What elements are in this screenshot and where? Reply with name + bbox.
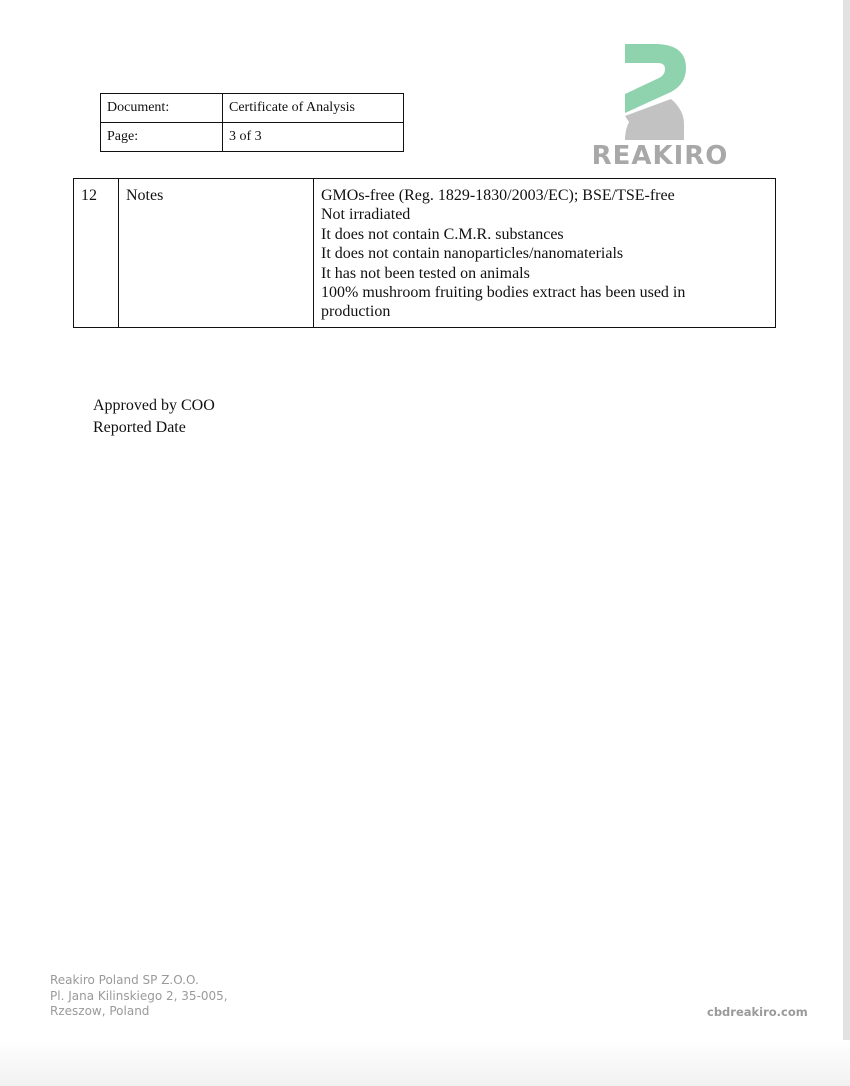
company-name: Reakiro Poland SP Z.O.O. [50, 973, 199, 987]
document-row [101, 94, 404, 123]
reported-date-text: Reported Date [93, 419, 186, 436]
document-value: Certificate of Analysis [223, 94, 404, 123]
notes-line: Not irradiated [321, 206, 411, 224]
notes-line: It does not contain nanoparticles/nanomaterials [321, 245, 624, 263]
document-info-table [100, 93, 404, 152]
row-label: Notes [119, 179, 314, 328]
page-value: 3 of 3 [223, 123, 404, 152]
notes-content [314, 179, 776, 328]
table-row [74, 179, 776, 328]
notes-table [73, 178, 776, 328]
row-number: 12 [74, 179, 119, 328]
notes-line: 100% mushroom fruiting bodies extract has been used in [321, 284, 686, 302]
address-line: Pl. Jana Kilinskiego 2, 35-005, [50, 988, 228, 1003]
document-label: Document: [101, 94, 223, 123]
notes-line: It does not contain C.M.R. substances [321, 225, 564, 243]
page-label: Page: [101, 123, 223, 152]
approved-by-text: Approved by COO [93, 397, 215, 414]
notes-line: GMOs-free (Reg. 1829-1830/2003/EC); BSE/TSE-free [321, 187, 675, 204]
notes-line: It has not been tested on animals [321, 264, 530, 282]
reakiro-logo-mark-icon [585, 42, 735, 142]
footer-address [50, 973, 228, 1020]
approval-block [93, 395, 215, 439]
address-city: Rzeszow, Poland [50, 1004, 150, 1018]
viewer-bottom-shadow [0, 1040, 850, 1086]
page-edge [843, 0, 850, 1086]
page-row [101, 123, 404, 152]
reakiro-logo [585, 42, 735, 172]
footer-website: cbdreakiro.com [707, 1005, 808, 1019]
notes-line: production [321, 303, 391, 321]
logo-wordmark: REAKIRO [591, 141, 729, 171]
